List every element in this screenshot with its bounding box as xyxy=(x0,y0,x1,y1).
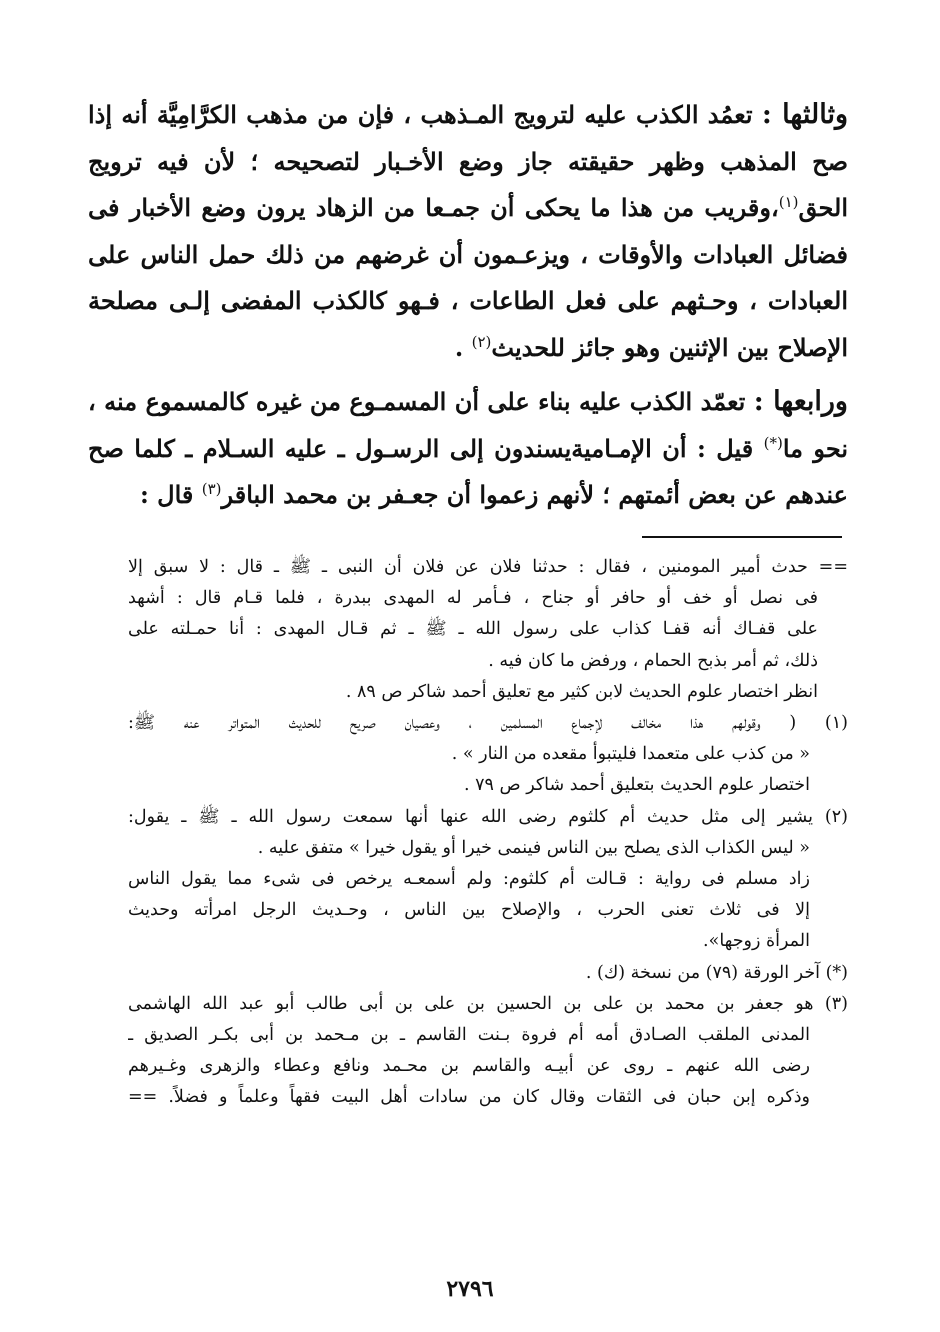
paragraph-lead: ورابعها : xyxy=(753,386,848,417)
page-number: ٢٧٩٦ xyxy=(446,1276,494,1302)
paragraph-lead: وثالثها : xyxy=(761,99,848,130)
footnote-line: (١) ( وقولهم هذا مخالف لإجماع المسلمين ، وعصيان صريح للحديث المتواتر عنه ﷺ: xyxy=(128,713,848,734)
footnotes-block xyxy=(128,552,848,1114)
paragraph-text: تعمّد الكذب عليه بناء على أن المسمـوع من غيره كالمسموع منه ، نحو ما xyxy=(88,387,849,463)
footnote-line: اختصار علوم الحديث بتعليق أحمد شاكر ص ٧٩ . xyxy=(463,775,810,796)
footnote-line: « ليس الكذاب الذى يصلح بين الناس فينمى خيرا أو يقول خيرا » متفق عليه . xyxy=(257,837,810,858)
footnote-marker: (*) xyxy=(763,433,783,452)
footnote-line: زاد مسلم فى رواية : قـالت أم كلثوم: ولم أسمعـه يرخص فى شىء مما يقول الناس xyxy=(128,869,810,890)
paragraph-text: . xyxy=(454,332,472,362)
paragraph-text: تعمُد الكذب عليه لترويج المـذهب ، فإن من مذهب الكرَّامِيَّة أنه إذا صح المذهب وظهر حقيقته جاز وضع الأخـبار لتصحيحه ؛ لأن فيه ترويج الحق xyxy=(88,100,848,222)
footnote-separator xyxy=(642,536,842,538)
footnote-line: ذلك، ثم أمر بذبح الحمام ، ورفض ما كان فيه . xyxy=(488,650,818,671)
footnote-line: == حدث أمير المومنين ، فقال : حدثنا فلان عن فلان أن النبى ـ ﷺ ـ قال : لا سبق إلا xyxy=(128,557,848,577)
footnote-line: (*) آخر الورقة (٧٩) من نسخة (ك) . xyxy=(585,962,848,983)
footnote-line: (٢) يشير إلى مثل حديث أم كلثوم رضى الله عنها أنها سمعت رسول الله ـ ﷺ ـ يقول: xyxy=(128,806,848,827)
footnote-line: (٣) هو جعفر بن محمد بن على بن الحسين بن على بن أبى طالب أبو عبد الله الهاشمى xyxy=(128,993,848,1014)
paragraph-third xyxy=(88,92,848,371)
footnote-line: إلا فى ثلاث تعنى الحرب ، والإصلاح بين الناس ، وحـديث الرجل امرأته وحديث xyxy=(128,900,810,921)
footnote-line: وذكره إبن حبان فى الثقات وقال كان من سادات أهل البيت فقهاً وعلماً و فضلاً. == xyxy=(128,1087,810,1108)
paragraph-fourth xyxy=(88,379,848,519)
footnote-marker: (٢) xyxy=(471,332,492,351)
footnote-marker: (١) xyxy=(778,193,799,211)
paragraph-text: ،وقريب من هذا ما يحكى أن جمـعا من الزهاد يرون وضع الأخبار فى فضائل العبادات والأوقات ، ويزعـمون أن غرضهم من ذلك حمل الناس على العبادات ، وحـثهم على فعل الطاعات ، فـهو كالكذب المفضى إلـى مصلحة الإصلاح بين الإثنين وهو جائز للحديث xyxy=(88,193,848,362)
footnote-line: « من كذب على متعمدا فليتبوأ مقعده من النار » . xyxy=(451,744,810,765)
paragraph-text: قال : xyxy=(139,480,202,509)
footnote-line: المدنى الملقب الصـادق أمه أم فروة بـنت القاسم ـ بن مـحمد بن أبى بكـر الصديق ـ xyxy=(128,1025,810,1046)
main-text-body xyxy=(88,92,848,519)
footnote-line: على قفـاك أنه قفـا كذاب على رسول الله ـ ﷺ ـ ثم قـال المهدى : أنا حمـلته على xyxy=(128,619,818,640)
footnote-line: فى نصل أو خف أو حافر أو جناح ، فـأمر له المهدى ببدرة ، فلما قـام قال : أشهد xyxy=(128,588,818,609)
footnote-line: رضى الله عنهم ـ روى عن أبيـه والقاسم بن محـمد ونافع وعطاء والزهرى وغـيرهم xyxy=(128,1056,810,1077)
footnote-line: انظر اختصار علوم الحديث لابن كثير مع تعليق أحمد شاكر ص ٨٩ . xyxy=(345,681,818,702)
footnote-marker: (٣) xyxy=(201,480,222,498)
paragraph-text: قيل : أن الإمـاميةيسندون إلى الرسـول ـ عليه السـلام ـ كلما صح عندهم عن بعض أئمتهم ؛ لأنهم زعموا أن جعـفر بن محمد الباقر xyxy=(88,433,848,509)
footnote-line: المرأة زوجها». xyxy=(703,931,810,952)
